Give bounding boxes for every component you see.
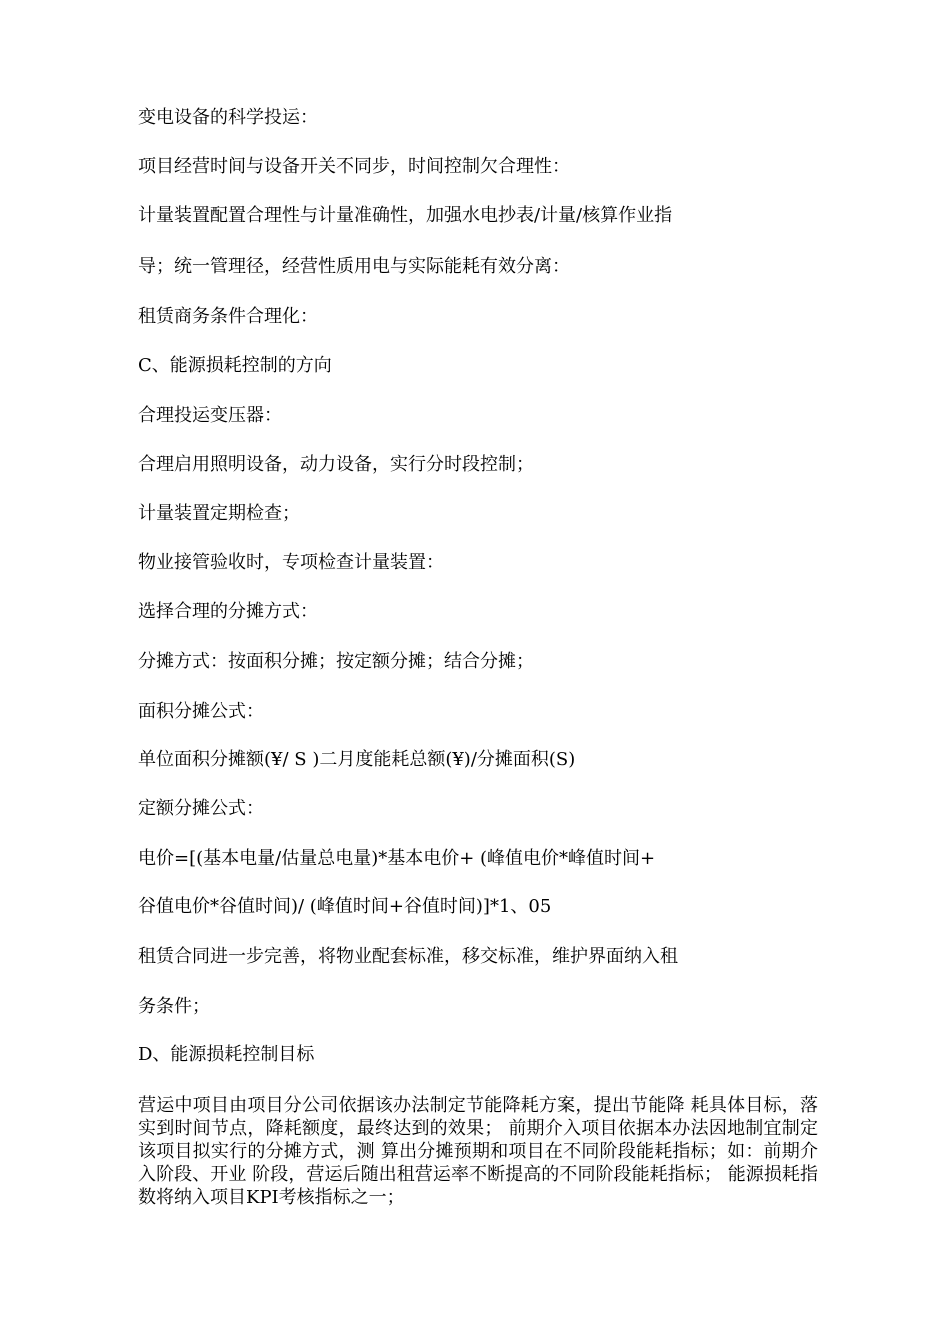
formula-line: 谷值电价*谷值时间)/ (峰值时间+谷值时间)]*1、05	[138, 896, 552, 917]
text-line: 面积分摊公式：	[138, 701, 264, 722]
text-line: 变电设备的科学投运：	[138, 107, 318, 128]
text-line: 租赁合同进一步完善，将物业配套标准，移交标准，维护界面纳入租	[138, 946, 678, 967]
formula-line: 电价=[(基本电量/估量总电量)*基本电价+ (峰值电价*峰值时间+	[138, 848, 656, 869]
text-line: 导；统一管理径，经营性质用电与实际能耗有效分离：	[138, 256, 570, 277]
text-line: 选择合理的分摊方式：	[138, 601, 318, 622]
text-line: 租赁商务条件合理化：	[138, 306, 318, 327]
text-line: 定额分摊公式：	[138, 798, 264, 819]
formula-line: 单位面积分摊额(¥/ S )二月度能耗总额(¥)/分摊面积(S)	[138, 749, 576, 770]
section-heading-d: D、能源损耗控制目标	[138, 1044, 315, 1065]
text-line: 合理启用照明设备，动力设备，实行分时段控制；	[138, 454, 534, 475]
section-heading-c: C、能源损耗控制的方向	[138, 355, 332, 376]
text-line: 合理投运变压器：	[138, 405, 282, 426]
text-line: 计量装置定期检查；	[138, 503, 300, 524]
final-paragraph: 营运中项目由项目分公司依据该办法制定节能降耗方案，提出节能降 耗具体目标，落实到时间节点，降耗额度，最终达到的效果； 前期介入项目依据本办法因地制宜制定该项目拟实行的分摊方式，测 算出分摊预期和项目在不同阶段能耗指标；如：前期介入阶段、开业 阶段，营运后随出租营运率不断提高的不同阶段能耗指标； 能源损耗指数将纳入项目KPI考核指标之一；	[138, 1095, 818, 1208]
text-line: 物业接管验收时，专项检查计量装置：	[138, 552, 444, 573]
text-line: 务条件；	[138, 996, 210, 1017]
text-line: 项目经营时间与设备开关不同步，时间控制欠合理性：	[138, 156, 570, 177]
text-line: 计量装置配置合理性与计量准确性，加强水电抄表/计量/核算作业指	[138, 205, 673, 226]
text-line: 分摊方式：按面积分摊；按定额分摊；结合分摊；	[138, 651, 534, 672]
